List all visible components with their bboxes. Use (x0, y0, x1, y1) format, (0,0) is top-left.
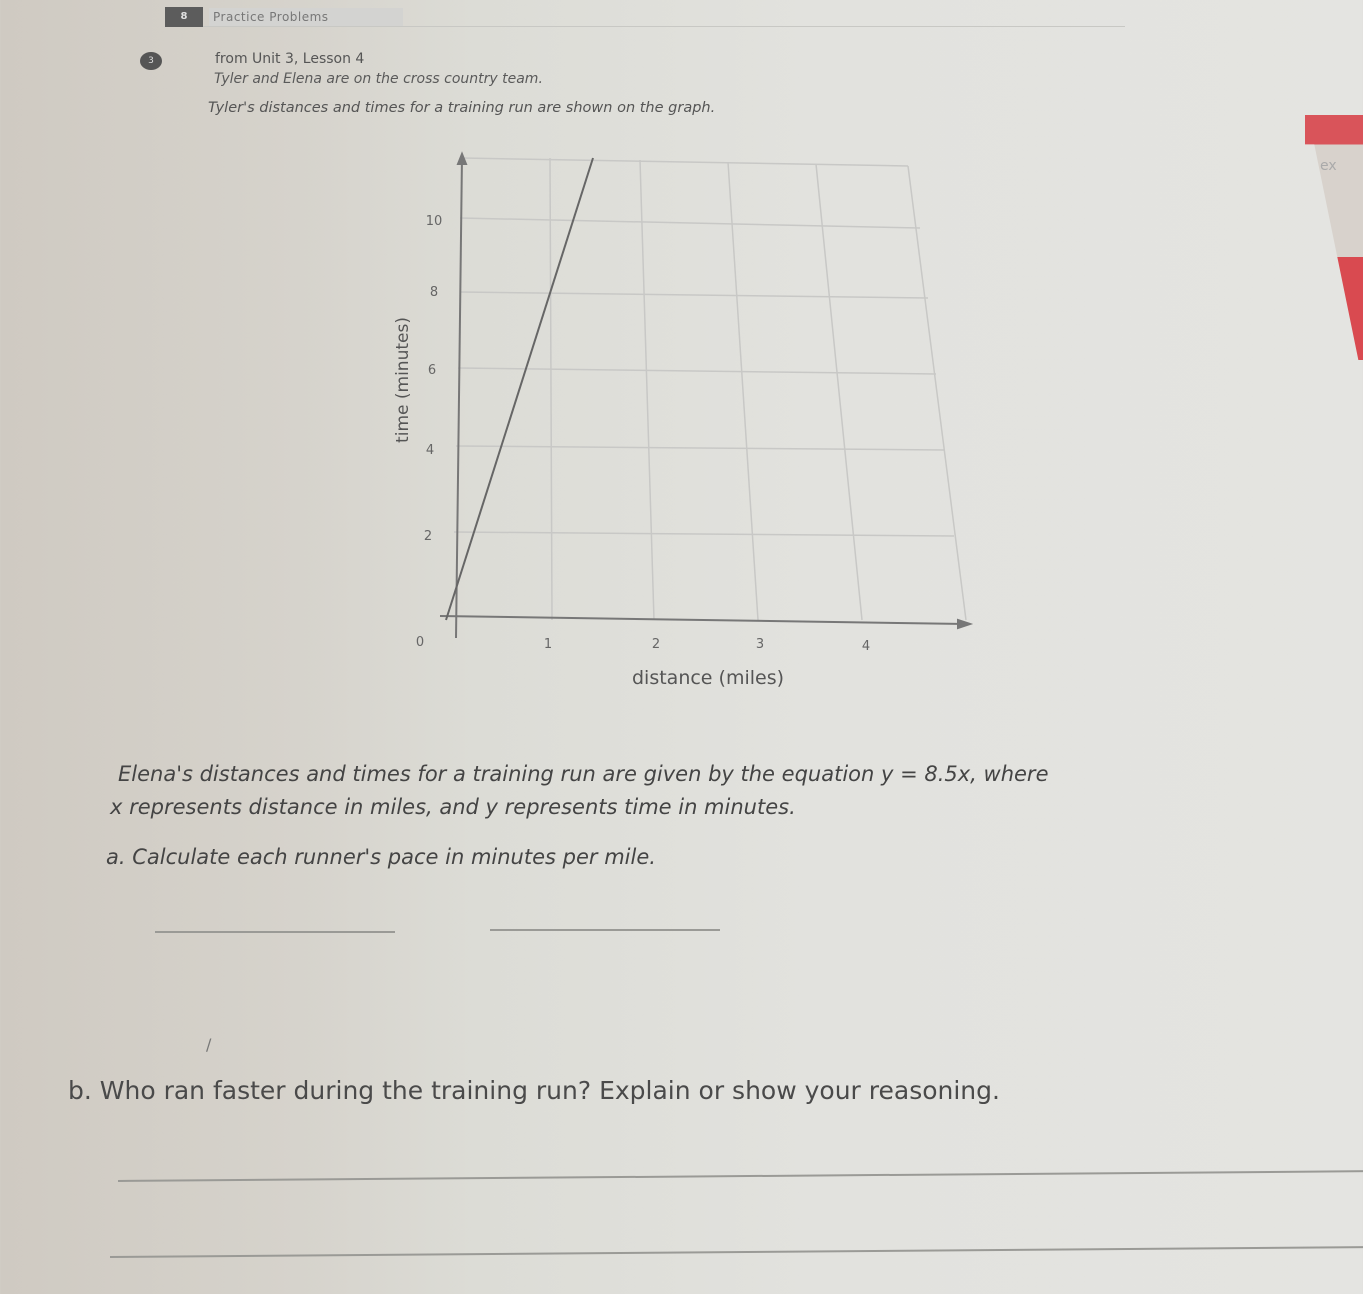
answer-line-b-1[interactable] (118, 1170, 1363, 1182)
question-a: a. Calculate each runner's pace in minutes per mile. (106, 845, 656, 869)
y-tick-6: 6 (427, 363, 437, 378)
problem-number-badge: 3 (140, 52, 162, 70)
elena-description: Elena's distances and times for a training run are given by the equation y = 8.5x, where (118, 762, 1049, 786)
problem-intro: Tyler and Elena are on the cross country team. (214, 71, 543, 87)
x-tick-4: 4 (861, 639, 871, 654)
red-page-tab (1305, 115, 1363, 360)
gridlines (454, 158, 966, 620)
variable-description: x represents distance in miles, and y represents time in minutes. (110, 795, 796, 819)
y-tick-4: 4 (425, 443, 435, 458)
axes (440, 154, 970, 638)
section-title: Practice Problems (209, 8, 403, 26)
section-number-badge: 8 (165, 7, 203, 27)
y-tick-8: 8 (429, 285, 439, 300)
problem-source: from Unit 3, Lesson 4 (215, 51, 365, 67)
tyler-graph (380, 150, 980, 700)
problem-graph-intro: Tyler's distances and times for a training run are shown on the graph. (208, 100, 716, 116)
y-tick-10: 10 (425, 214, 443, 229)
x-tick-3: 3 (755, 637, 765, 652)
y-tick-2: 2 (423, 529, 433, 544)
question-b: b. Who ran faster during the training run? Explain or show your reasoning. (68, 1076, 1000, 1105)
section-header (165, 4, 1125, 27)
x-axis-label: distance (miles) (631, 667, 785, 689)
tyler-line (446, 158, 593, 620)
answer-line-b-2[interactable] (110, 1246, 1363, 1258)
x-tick-2: 2 (651, 637, 661, 652)
answer-line-elena-pace[interactable] (490, 929, 720, 931)
answer-line-tyler-pace[interactable] (155, 931, 395, 933)
pencil-check-mark: / (206, 1035, 212, 1054)
x-tick-0: 0 (415, 635, 425, 650)
pencil-note: ex (1320, 158, 1337, 174)
y-axis-label: time (minutes) (393, 317, 413, 443)
x-tick-1: 1 (543, 637, 553, 652)
